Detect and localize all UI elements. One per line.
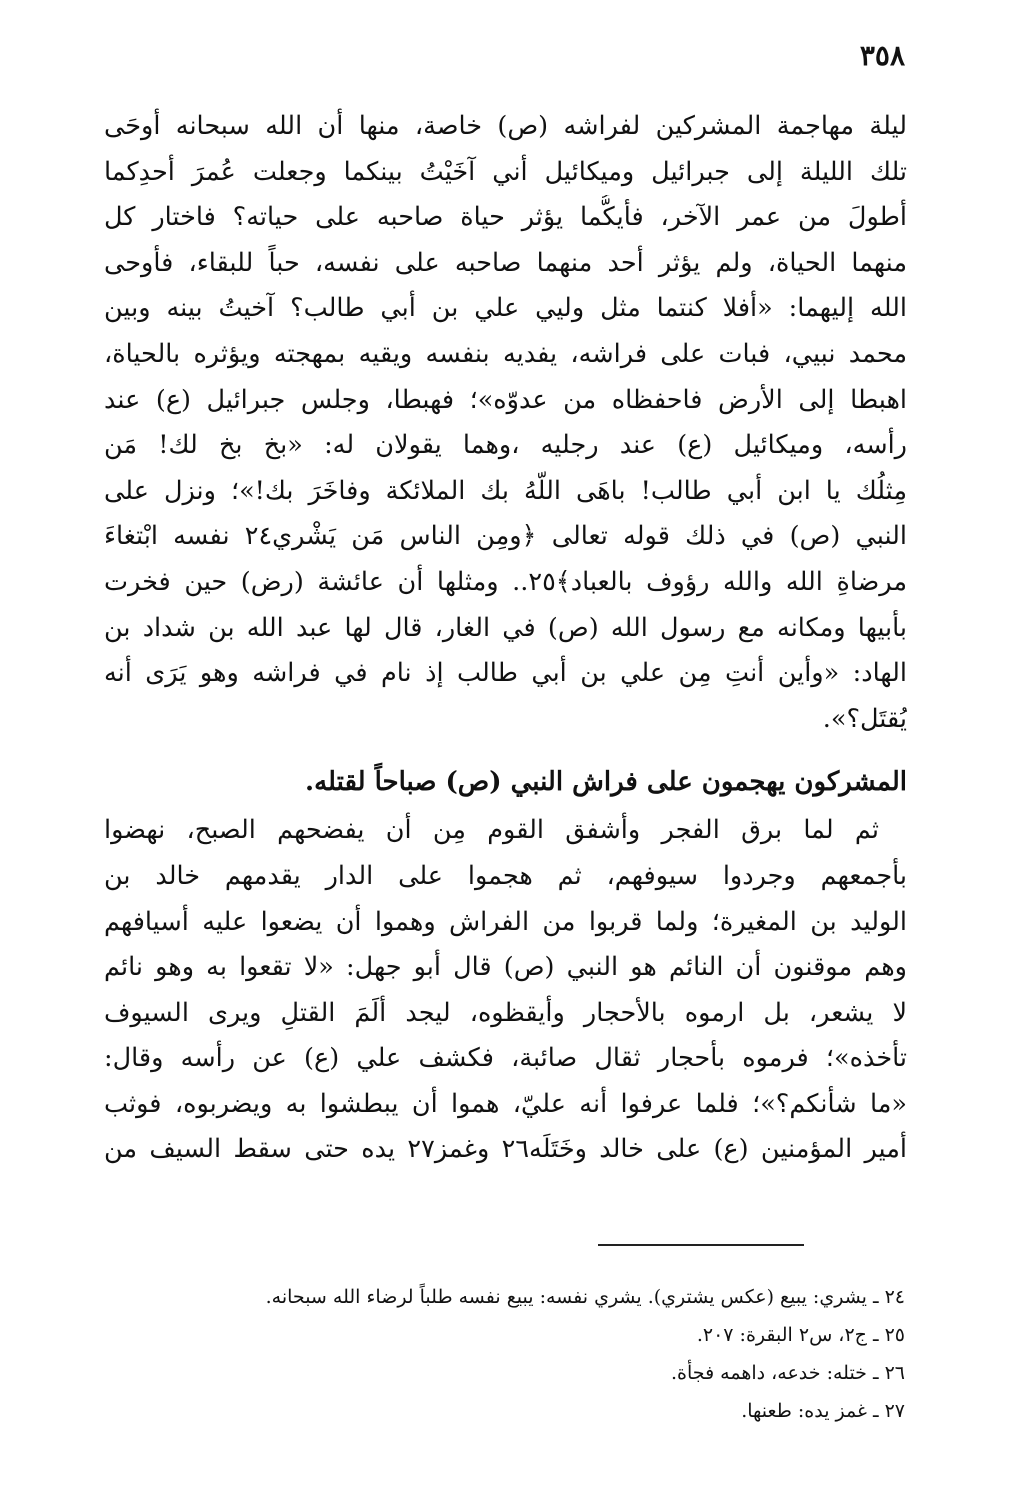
text-line: مرضاةِ الله والله رؤوف بالعباد﴾٢٥.. ومثلها أن عائشة (رض) حين فخرت (104, 566, 907, 597)
text-line: مِثلُك يا ابن أبي طالب! باهَى اللّهُ بك الملائكة وفاخَرَ بك!»؛ ونزل على (104, 475, 907, 506)
footnote-divider (598, 1244, 804, 1246)
paragraph-1 (104, 104, 907, 742)
text-line: الهاد: «وأين أنتِ مِن علي بن أبي طالب إذ نام في فراشه وهو يَرَى أنه (104, 658, 907, 689)
text-line: بأجمعهم وجردوا سيوفهم، ثم هجموا على الدار يقدمهم خالد بن (104, 860, 907, 891)
text-line: اهبطا إلى الأرض فاحفظاه من عدوّه»؛ فهبطا، وجلس جبرائيل (ع) عند (104, 384, 907, 415)
section-heading: المشركون يهجمون على فراش النبي (ص) صباحاً لقتله. (305, 767, 907, 798)
text-line: منهما الحياة، ولم يؤثر أحد منهما صاحبه على نفسه، حباً للبقاء، فأوحى (104, 247, 907, 278)
footnote-24: ٢٤ ـ يشري: يبيع (عكس يشتري). يشري نفسه: يبيع نفسه طلباً لرضاء الله سبحانه. (265, 1286, 905, 1308)
text-line: أطولَ من عمر الآخر، فأيكُّما يؤثر حياة صاحبه على حياته؟ فاختار كل (104, 202, 907, 233)
text-line: الوليد بن المغيرة؛ ولما قربوا من الفراش وهموا أن يضعوا عليه أسيافهم (104, 906, 907, 937)
text-line: ليلة مهاجمة المشركين لفراشه (ص) خاصة، منها أن الله سبحانه أوحَى (104, 111, 907, 141)
main-text (104, 104, 907, 1173)
footnote-27: ٢٧ ـ غمز يده: طعنها. (741, 1400, 905, 1422)
text-line: لا يشعر، بل ارموه بالأحجار وأيقظوه، ليجد ألَمَ القتلِ ويرى السيوف (104, 997, 907, 1028)
text-line: يُقتَل؟». (822, 703, 907, 734)
text-line: النبي (ص) في ذلك قوله تعالى ﴿ومِن الناس مَن يَشْري٢٤ نفسه ابْتغاءَ (104, 521, 907, 552)
text-line: رأسه، وميكائيل (ع) عند رجليه ،وهما يقولان له: «بخ بخ لك! مَن (104, 430, 907, 461)
text-line: وهم موقنون أن النائم هو النبي (ص) قال أبو جهل: «لا تقعوا به وهو نائم (104, 952, 907, 983)
footnote-25: ٢٥ ـ ج٢، س٢ البقرة: ٢٠٧. (696, 1324, 905, 1346)
paragraph-2 (104, 808, 907, 1173)
text-line: بأبيها ومكانه مع رسول الله (ص) في الغار، قال لها عبد الله بن شداد بن (104, 612, 907, 643)
footnotes (180, 1278, 905, 1430)
text-line: ثم لما برق الفجر وأشفق القوم مِن أن يفضحهم الصبح، نهضوا (104, 815, 879, 846)
text-line: «ما شأنكم؟»؛ فلما عرفوا أنه عليّ، هموا أن يبطشوا به ويضربوه، فوثب (104, 1088, 907, 1119)
text-line: تلك الليلة إلى جبرائيل وميكائيل أني آخَيْتُ بينكما وجعلت عُمرَ أحدِكما (104, 156, 907, 187)
text-line: الله إليهما: «أفلا كنتما مثل وليي علي بن أبي طالب؟ آخيتُ بينه وبين (104, 293, 907, 324)
text-line: تأخذه»؛ فرموه بأحجار ثقال صائبة، فكشف علي (ع) عن رأسه وقال: (104, 1043, 907, 1074)
footnote-26: ٢٦ ـ ختله: خدعه، داهمه فجأة. (671, 1362, 905, 1384)
text-line: أمير المؤمنين (ع) على خالد وخَتَلَه٢٦ وغمز٢٧ يده حتى سقط السيف من (104, 1134, 907, 1165)
text-line: محمد نبيي، فبات على فراشه، يفديه بنفسه ويقيه بمهجته ويؤثره بالحياة، (104, 338, 907, 369)
page-number: ٣٥٨ (859, 39, 905, 72)
